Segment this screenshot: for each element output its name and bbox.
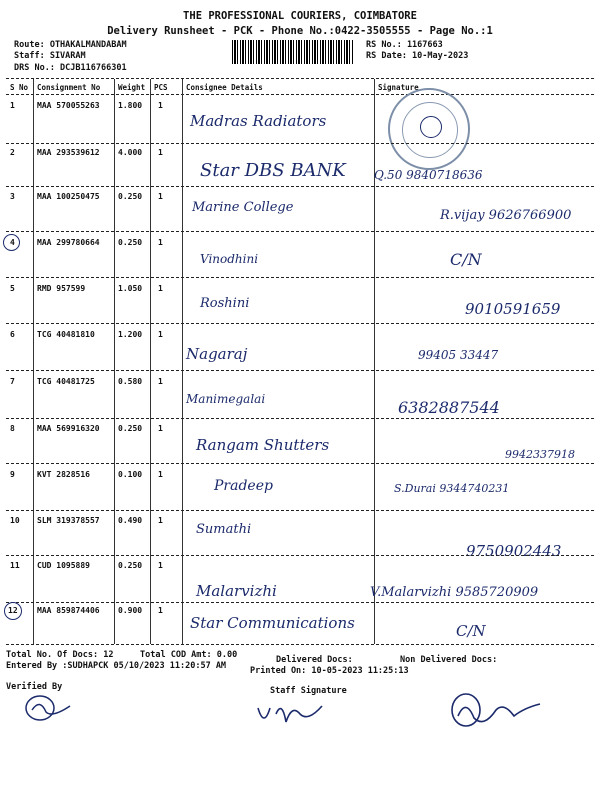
row-sno: 10 xyxy=(10,516,20,525)
col-sno: S No xyxy=(10,83,29,92)
delivered-docs: Delivered Docs: xyxy=(276,655,353,665)
row-weight: 1.800 xyxy=(118,101,143,110)
row-divider xyxy=(6,370,594,371)
row-sno: 6 xyxy=(10,330,15,339)
row-signature: V.Malarvizhi 9585720909 xyxy=(370,585,539,600)
rs-date: RS Date: 10-May-2023 xyxy=(366,51,469,61)
row-signature: 9942337918 xyxy=(505,448,575,461)
row-weight: 0.900 xyxy=(118,606,143,615)
row-consignment: MAA 299780664 xyxy=(37,238,100,247)
row-consignee: Pradeep xyxy=(214,478,273,494)
row-weight: 4.000 xyxy=(118,148,143,157)
row-divider xyxy=(6,323,594,324)
row-signature: S.Durai 9344740231 xyxy=(394,482,510,495)
row-consignment: RMD 957599 xyxy=(37,284,86,293)
col-divider xyxy=(150,79,151,644)
row-sno: 3 xyxy=(10,192,15,201)
col-pcs: PCS xyxy=(154,83,168,92)
row-weight: 0.250 xyxy=(118,561,143,570)
drs-number: DRS No.: DCJB116766301 xyxy=(14,63,127,73)
row-consignment: MAA 859874406 xyxy=(37,606,100,615)
row-sno: 9 xyxy=(10,470,15,479)
row-sno: 5 xyxy=(10,284,15,293)
col-consignment: Consignment No xyxy=(37,83,101,92)
document-title: THE PROFESSIONAL COURIERS, COIMBATORE xyxy=(183,10,417,22)
staff-label: Staff: SIVARAM xyxy=(14,51,86,61)
row-signature: 9750902443 xyxy=(466,542,562,560)
route-label: Route: OTHAKALMANDABAM xyxy=(14,40,127,50)
row-sno: 11 xyxy=(10,561,20,570)
row-consignee: Manimegalai xyxy=(186,392,266,406)
row-divider xyxy=(6,555,594,556)
row-pcs: 1 xyxy=(158,470,163,479)
row-weight: 0.250 xyxy=(118,424,143,433)
row-consignee: Sumathi xyxy=(196,522,252,537)
col-weight: Weight xyxy=(118,83,146,92)
row-divider xyxy=(6,231,594,232)
verifier-signature xyxy=(20,690,80,730)
row-signature: C/N xyxy=(450,250,482,269)
receiver-signature xyxy=(444,688,554,738)
row-pcs: 1 xyxy=(158,377,163,386)
row-weight: 0.490 xyxy=(118,516,143,525)
col-divider xyxy=(374,79,375,644)
row-consignment: MAA 570055263 xyxy=(37,101,100,110)
col-signature: Signature xyxy=(378,83,419,92)
row-signature: Q.50 9840718636 xyxy=(374,168,483,182)
row-sno: 4 xyxy=(10,238,15,247)
row-sno: 8 xyxy=(10,424,15,433)
row-consignment: MAA 293539612 xyxy=(37,148,100,157)
printed-on: Printed On: 10-05-2023 11:25:13 xyxy=(250,666,409,676)
row-sno: 2 xyxy=(10,148,15,157)
entered-by: Entered By :SUDHAPCK 05/10/2023 11:20:57 AM xyxy=(6,661,227,671)
table-top-rule xyxy=(6,78,594,79)
row-signature: 6382887544 xyxy=(398,398,500,417)
row-pcs: 1 xyxy=(158,606,163,615)
row-consignee: Rangam Shutters xyxy=(196,436,330,454)
staff-signature xyxy=(252,694,332,734)
row-weight: 0.250 xyxy=(118,192,143,201)
row-divider xyxy=(6,463,594,464)
row-sno: 1 xyxy=(10,101,15,110)
row-consignee: Nagaraj xyxy=(186,345,248,363)
barcode xyxy=(232,40,354,64)
rs-number: RS No.: 1167663 xyxy=(366,40,443,50)
table-bottom-rule xyxy=(6,644,594,645)
row-divider xyxy=(6,186,594,187)
row-consignee: Star Communications xyxy=(190,614,355,632)
row-weight: 1.050 xyxy=(118,284,143,293)
row-divider xyxy=(6,277,594,278)
row-pcs: 1 xyxy=(158,516,163,525)
row-pcs: 1 xyxy=(158,192,163,201)
row-weight: 0.100 xyxy=(118,470,143,479)
company-stamp xyxy=(388,88,470,170)
header-bottom-rule xyxy=(6,94,594,95)
row-pcs: 1 xyxy=(158,101,163,110)
row-divider xyxy=(6,143,594,144)
row-pcs: 1 xyxy=(158,238,163,247)
total-docs: Total No. Of Docs: 12 xyxy=(6,650,114,660)
row-consignee: Madras Radiators xyxy=(190,112,327,130)
row-consignee: Roshini xyxy=(200,296,250,311)
row-consignee: Marine College xyxy=(192,200,294,215)
row-weight: 1.200 xyxy=(118,330,143,339)
row-sno: 7 xyxy=(10,377,15,386)
staff-signature-label: Staff Signature xyxy=(270,686,347,696)
row-pcs: 1 xyxy=(158,148,163,157)
row-signature: R.vijay 9626766900 xyxy=(440,208,572,223)
row-consignment: SLM 319378557 xyxy=(37,516,100,525)
row-consignment: MAA 100250475 xyxy=(37,192,100,201)
row-consignment: TCG 40481810 xyxy=(37,330,95,339)
row-sno: 12 xyxy=(8,606,18,615)
col-consignee: Consignee Details xyxy=(186,83,263,92)
row-signature: C/N xyxy=(456,622,486,640)
row-pcs: 1 xyxy=(158,561,163,570)
row-divider xyxy=(6,602,594,603)
row-divider xyxy=(6,418,594,419)
row-consignee: Vinodhini xyxy=(200,252,259,266)
total-cod: Total COD Amt: 0.00 xyxy=(140,650,238,660)
row-signature: 9010591659 xyxy=(465,300,561,318)
row-consignment: TCG 40481725 xyxy=(37,377,95,386)
document-subtitle: Delivery Runsheet - PCK - Phone No.:0422-3505555 - Page No.:1 xyxy=(107,25,493,37)
row-consignment: KVT 2828516 xyxy=(37,470,90,479)
row-weight: 0.250 xyxy=(118,238,143,247)
col-divider xyxy=(114,79,115,644)
col-divider xyxy=(33,79,34,644)
row-consignment: CUD 1095889 xyxy=(37,561,90,570)
verified-by: Verified By xyxy=(6,682,63,692)
row-signature: 99405 33447 xyxy=(418,348,499,362)
non-delivered-docs: Non Delivered Docs: xyxy=(400,655,498,665)
row-divider xyxy=(6,510,594,511)
col-divider xyxy=(182,79,183,644)
row-pcs: 1 xyxy=(158,330,163,339)
row-consignment: MAA 569916320 xyxy=(37,424,100,433)
row-weight: 0.580 xyxy=(118,377,143,386)
row-consignee: Star DBS BANK xyxy=(200,160,346,181)
row-consignee: Malarvizhi xyxy=(196,582,277,600)
row-pcs: 1 xyxy=(158,424,163,433)
row-pcs: 1 xyxy=(158,284,163,293)
